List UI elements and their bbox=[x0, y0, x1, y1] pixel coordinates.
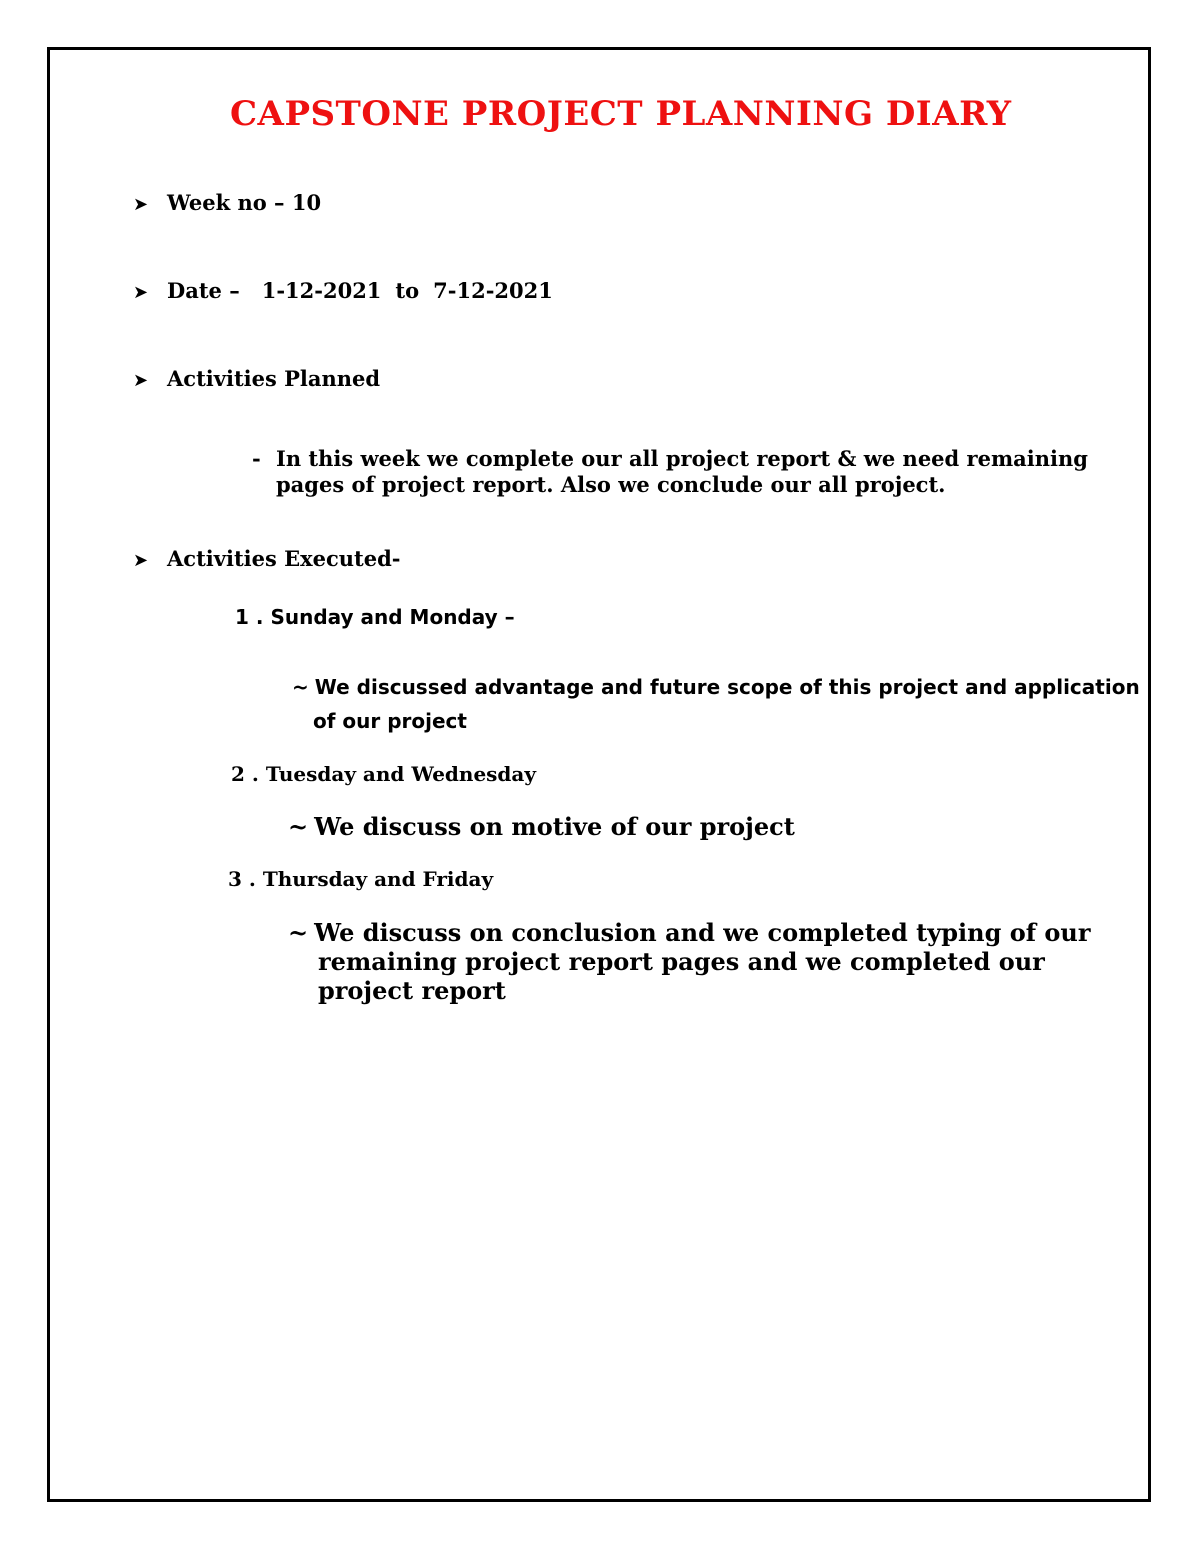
executed-item-3-detail bbox=[288, 918, 1148, 1005]
date-row bbox=[133, 278, 553, 303]
arrow-bullet-icon: ➤ bbox=[133, 550, 149, 571]
document-title: CAPSTONE PROJECT PLANNING DIARY bbox=[230, 94, 1012, 134]
planned-line-1: In this week we complete our all project report & we need remaining bbox=[276, 446, 1088, 471]
item-heading: Sunday and Monday – bbox=[270, 605, 515, 629]
arrow-bullet-icon: ➤ bbox=[133, 370, 149, 391]
arrow-bullet-icon: ➤ bbox=[133, 282, 149, 303]
executed-item-2-detail bbox=[288, 812, 795, 841]
week-row bbox=[133, 190, 321, 215]
item-number: 3 . bbox=[228, 867, 256, 891]
date-label: Date – bbox=[167, 278, 240, 303]
detail-line-2: remaining project report pages and we completed our bbox=[318, 947, 1045, 976]
activities-planned-label: Activities Planned bbox=[167, 366, 381, 391]
item-number: 1 . bbox=[235, 605, 264, 629]
detail-line-1: We discuss on motive of our project bbox=[314, 812, 795, 841]
page-border bbox=[47, 47, 1151, 1502]
activities-planned-description bbox=[252, 446, 1132, 498]
executed-item-3-heading bbox=[228, 867, 493, 891]
item-heading: Thursday and Friday bbox=[262, 867, 494, 891]
tilde-bullet: ~ bbox=[288, 812, 309, 841]
item-heading: Tuesday and Wednesday bbox=[265, 762, 536, 786]
activities-planned-row bbox=[133, 366, 380, 391]
tilde-bullet: ~ bbox=[292, 675, 309, 699]
date-to-word: to bbox=[395, 278, 420, 303]
detail-line-2: of our project bbox=[313, 709, 467, 733]
activities-executed-label: Activities Executed- bbox=[167, 546, 401, 571]
tilde-bullet: ~ bbox=[288, 918, 309, 947]
executed-item-1-heading bbox=[235, 605, 515, 629]
item-number: 2 . bbox=[231, 762, 259, 786]
detail-line-1: We discuss on conclusion and we completed typing of our bbox=[314, 918, 1091, 947]
activities-executed-row bbox=[133, 546, 401, 571]
date-to: 7-12-2021 bbox=[433, 278, 553, 303]
arrow-bullet-icon: ➤ bbox=[133, 194, 149, 215]
dash-bullet: - bbox=[252, 446, 261, 471]
executed-item-1-detail bbox=[292, 670, 1152, 738]
detail-line-1: We discussed advantage and future scope of this project and application bbox=[314, 675, 1140, 699]
week-label: Week no – 10 bbox=[167, 190, 322, 215]
planned-line-2: pages of project report. Also we conclude our all project. bbox=[276, 472, 946, 497]
date-from: 1-12-2021 bbox=[261, 278, 382, 303]
executed-item-2-heading bbox=[231, 762, 536, 786]
detail-line-3: project report bbox=[318, 976, 506, 1005]
